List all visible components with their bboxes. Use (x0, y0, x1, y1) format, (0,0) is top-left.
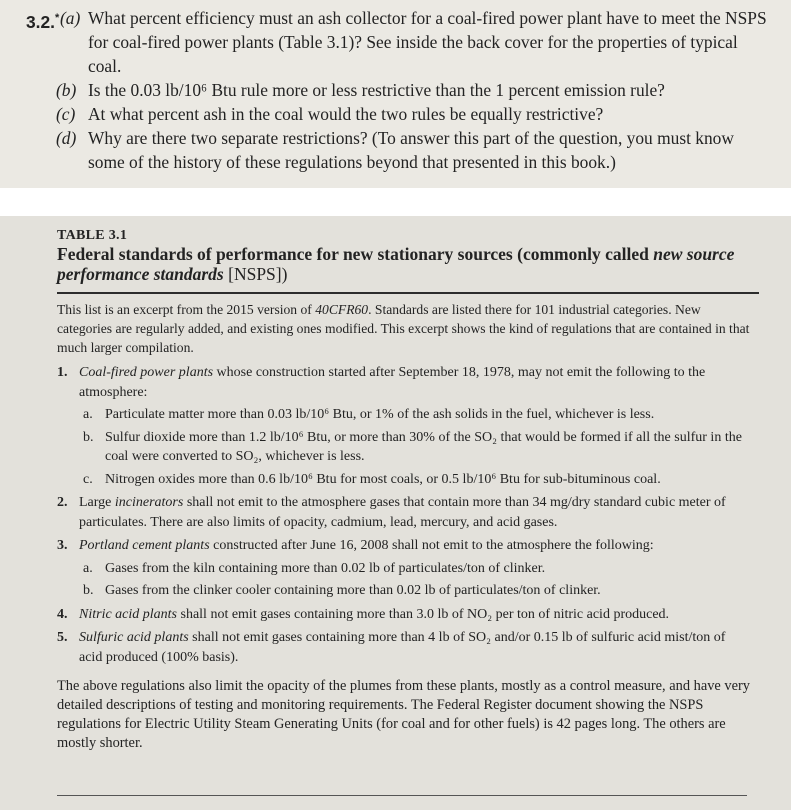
part-label: (d) (56, 128, 77, 148)
table-closing-note: The above regulations also limit the opacity of the plumes from these plants, mostly as a control measure, and have very detailed descriptions of testing and monitoring requirements. The Federal Register document showing the NSPS regulations for Electric Utility Steam Generating Units (for coal and for other fuels) is 42 pages long. The others are mostly shorter. (57, 678, 750, 751)
sub-item: c. Nitrogen oxides more than 0.6 lb/10⁶ Btu for most coals, or 0.5 lb/10⁶ Btu for sub-bituminous coal. (83, 471, 661, 487)
table-title-end: [NSPS]) (228, 264, 288, 284)
sub-item: b. Sulfur dioxide more than 1.2 lb/10⁶ Btu, or more than 30% of the SO₂ that would be formed if all the sulfur in the coal were converted to SO₂, whichever is less. (83, 429, 742, 464)
table-title-italic: new source performance standards (57, 244, 735, 284)
part-label: (a) (60, 8, 81, 28)
list-item: 4. Nitric acid plants shall not emit gases containing more than 3.0 lb of NO₂ per ton of nitric acid produced. (57, 606, 670, 622)
problem-number: 3.2.* (26, 11, 60, 32)
table-label: TABLE 3.1 (57, 228, 128, 243)
table-3-1 (0, 216, 791, 810)
sub-item: a. Gases from the kiln containing more than 0.02 lb of particulates/ton of clinker. (83, 560, 546, 576)
problem-star: * (55, 12, 60, 24)
part-text: Is the 0.03 lb/10⁶ Btu rule more or less restrictive than the 1 percent emission rule? (88, 80, 665, 100)
part-label: (c) (56, 104, 76, 124)
problem-part-b (26, 78, 769, 102)
sub-item: a. Particulate matter more than 0.03 lb/10⁶ Btu, or 1% of the ash solids in the fuel, whichever is less. (83, 407, 655, 422)
part-text: What percent efficiency must an ash collector for a coal-fired power plant have to meet the NSPS for coal-fired power plants (Table 3.1)? See inside the back cover for the properties of typical coal. (88, 8, 767, 76)
table-intro: This list is an excerpt from the 2015 version of 40CFR60. Standards are listed there for 101 industrial categories. New categories are regularly added, and existing ones modified. This excerpt shows the kind of regulations that are contained in that much larger compilation. (57, 302, 750, 355)
sub-item: b. Gases from the clinker cooler containing more than 0.02 lb of particulates/ton of clinker. (83, 583, 601, 598)
list-item: 5. Sulfuric acid plants shall not emit gases containing more than 4 lb of SO₂ and/or 0.15 lb of sulfuric acid mist/ton of acid produced (100% basis). (57, 630, 726, 665)
standards-list (57, 363, 751, 667)
problem-block (0, 0, 791, 188)
part-label: (b) (56, 80, 77, 100)
table-title (57, 244, 751, 284)
table-title-main: Federal standards of performance for new stationary sources (commonly called (57, 244, 649, 264)
problem-part-d (26, 126, 769, 174)
list-item: 2. Large incinerators shall not emit to the atmosphere gases that contain more than 34 mg/dry standard cubic meter of particulates. There are also limits of opacity, cadmium, lead, mercury, and acid gases. (57, 495, 726, 530)
part-text: Why are there two separate restrictions? (To answer this part of the question, you must know some of the history of these regulations beyond that presented in this book.) (88, 128, 734, 172)
problem-part-c (26, 102, 769, 126)
problem-part-a (26, 6, 769, 78)
title-divider (57, 292, 759, 294)
bottom-divider (57, 795, 747, 796)
part-text: At what percent ash in the coal would the two rules be equally restrictive? (88, 104, 604, 124)
cfr-reference: 40CFR60 (315, 302, 369, 317)
list-item: 1. Coal-fired power plants whose construction started after September 18, 1978, may not emit the following to the atmosphere: a. Particulate matter more than 0.03 lb/10⁶ Btu, or 1% of the ash solids in the fuel, whichever is less. b. Sulfur dioxide more than 1.2 lb/10⁶ Btu, or more than 30% of the SO₂ that would be formed if all the sulfur in the coal were converted to SO₂, whichever is less. c. Nitrogen oxides more than 0.6 lb/10⁶ Btu for most coals, or 0.5 lb/10⁶ Btu for sub-bituminous coal. (57, 363, 751, 489)
list-item: 3. Portland cement plants constructed after June 16, 2008 shall not emit to the atmosphere the following: a. Gases from the kiln containing more than 0.02 lb of particulates/ton of clinker. b. Gases from the clinker cooler containing more than 0.02 lb of particulates/ton of clinker. (57, 536, 751, 601)
page-gap (0, 188, 791, 216)
